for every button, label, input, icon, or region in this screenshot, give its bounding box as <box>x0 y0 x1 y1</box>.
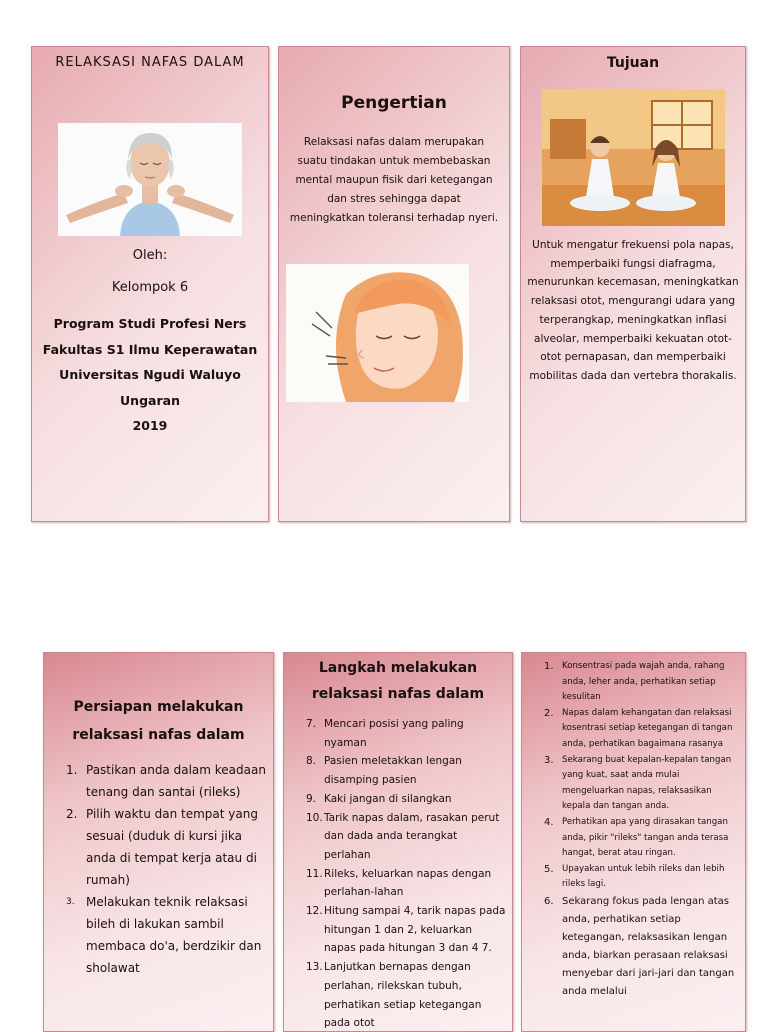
list-item <box>544 815 741 862</box>
university-line: Universitas Ngudi Waluyo <box>59 367 241 382</box>
list-text: Tarik napas dalam, rasakan perut dan dada anda terangkat perlahan <box>324 811 500 861</box>
list-number: 7. <box>306 718 317 730</box>
list-text: Upayakan untuk lebih rileks dan lebih rileks lagi. <box>562 863 725 890</box>
list-number: 13. <box>306 961 323 974</box>
cover-panel <box>31 46 269 522</box>
author-label: Oleh: <box>132 248 168 263</box>
list-text: Kaki jangan di silangkan <box>324 792 452 805</box>
list-number: 8. <box>306 755 317 768</box>
purpose-panel <box>520 46 746 522</box>
list-text: Perhatikan apa yang dirasakan tangan anda, pikir "rileks" tangan anda terasa hangat, berat atau ringan. <box>562 816 729 859</box>
preparation-list <box>66 759 269 979</box>
preparation-title: Persiapan melakukan relaksasi nafas dalam <box>72 699 245 743</box>
list-text: Sekarang buat kepalan-kepalan tangan yang kuat, saat anda mulai mengeluarkan napas, relaksasikan kepala dan tangan anda. <box>562 754 732 812</box>
list-number: 3. <box>66 897 75 907</box>
preparation-panel <box>43 652 274 1032</box>
list-item <box>544 659 741 706</box>
list-number: 11. <box>306 867 323 880</box>
list-item <box>306 752 506 789</box>
list-number: 4. <box>544 816 554 828</box>
list-number: 5. <box>544 863 554 875</box>
list-text: Sekarang fokus pada lengan atas anda, perhatikan setiap ketegangan, relaksasikan lengan anda, biarkan perasaan relaksasi menyebar dari jari-jari dan tangan anda melalui <box>562 895 735 997</box>
meditation-couple-illustration <box>542 89 725 226</box>
year-line: 2019 <box>132 418 168 433</box>
list-number: 6. <box>544 895 554 907</box>
list-number: 10. <box>306 811 323 824</box>
list-item <box>544 706 741 753</box>
relaxation-steps-panel <box>521 652 746 1032</box>
list-number: 2. <box>544 707 554 719</box>
definition-panel <box>278 46 510 522</box>
list-text: Hitung sampai 4, tarik napas pada hitungan 1 dan 2, keluarkan napas pada hitungan 3 dan 4 7. <box>324 905 506 955</box>
relaxed-face-illustration <box>286 264 469 402</box>
list-item <box>306 790 506 809</box>
list-number: 12. <box>306 905 323 918</box>
list-number: 3. <box>544 754 554 766</box>
list-text: Pasien meletakkan lengan disamping pasien <box>324 755 462 787</box>
group-name: Kelompok 6 <box>111 280 189 295</box>
list-number: 9. <box>306 792 317 805</box>
breathing-woman-photo <box>58 123 242 236</box>
list-text: Pilih waktu dan tempat yang sesuai (duduk di kursi jika anda di tempat kerja atau di rumah) <box>86 807 258 887</box>
list-number: 2. <box>66 807 78 821</box>
list-item <box>544 893 741 1001</box>
list-item <box>306 958 506 1032</box>
list-item <box>544 862 741 893</box>
list-item <box>306 865 506 902</box>
steps-list <box>306 715 506 1032</box>
program-line: Program Studi Profesi Ners <box>53 316 247 331</box>
list-number: 1. <box>66 763 78 777</box>
list-item <box>66 803 269 891</box>
purpose-title: Tujuan <box>606 55 660 71</box>
steps-panel <box>283 652 513 1032</box>
list-item <box>66 759 269 803</box>
list-text: Rileks, keluarkan napas dengan perlahan-lahan <box>324 867 492 899</box>
steps-title: Langkah melakukan relaksasi nafas dalam <box>311 660 485 702</box>
list-text: Mencari posisi yang paling nyaman <box>324 718 464 749</box>
purpose-text: Untuk mengatur frekuensi pola napas, memperbaiki fungsi diafragma, menurunkan kecemasan, meningkatkan relaksasi otot, mengurangi udara yang terperangkap, meningkatkan inflasi alveolar, memperbaiki kekuatan otot-otot pernapasan, dan memperbaiki mobilitas dada dan vertebra thorakalis. <box>527 239 739 382</box>
list-text: Pastikan anda dalam keadaan tenang dan santai (rileks) <box>86 763 266 799</box>
cover-title: RELAKSASI NAFAS DALAM <box>55 55 245 70</box>
definition-title: Pengertian <box>341 93 447 113</box>
list-item <box>66 891 269 979</box>
list-text: Konsentrasi pada wajah anda, rahang anda, leher anda, perhatikan setiap kesulitan <box>562 661 725 703</box>
faculty-line: Fakultas S1 Ilmu Keperawatan <box>42 341 258 357</box>
institution-block <box>32 311 268 439</box>
list-item <box>544 753 741 815</box>
list-text: Melakukan teknik relaksasi bileh di lakukan sambil membaca do'a, berdzikir dan sholawat <box>86 895 262 975</box>
list-text: Lanjutkan bernapas dengan perlahan, rilekskan tubuh, perhatikan setiap ketegangan pada otot <box>324 961 482 1030</box>
list-item <box>306 902 506 958</box>
relaxation-list <box>544 659 741 1001</box>
definition-text: Relaksasi nafas dalam merupakan suatu tindakan untuk membebaskan mental maupun fisik dari ketegangan dan stres sehingga dapat meningkatkan toleransi terhadap nyeri. <box>289 136 499 224</box>
list-item <box>306 809 506 865</box>
list-number: 1. <box>544 661 554 672</box>
list-item <box>306 715 506 752</box>
city-line: Ungaran <box>120 392 180 408</box>
list-text: Napas dalam kehangatan dan relaksasi kosentrasi setiap ketegangan di tangan anda, perhatikan bagaimana rasanya <box>562 707 733 749</box>
